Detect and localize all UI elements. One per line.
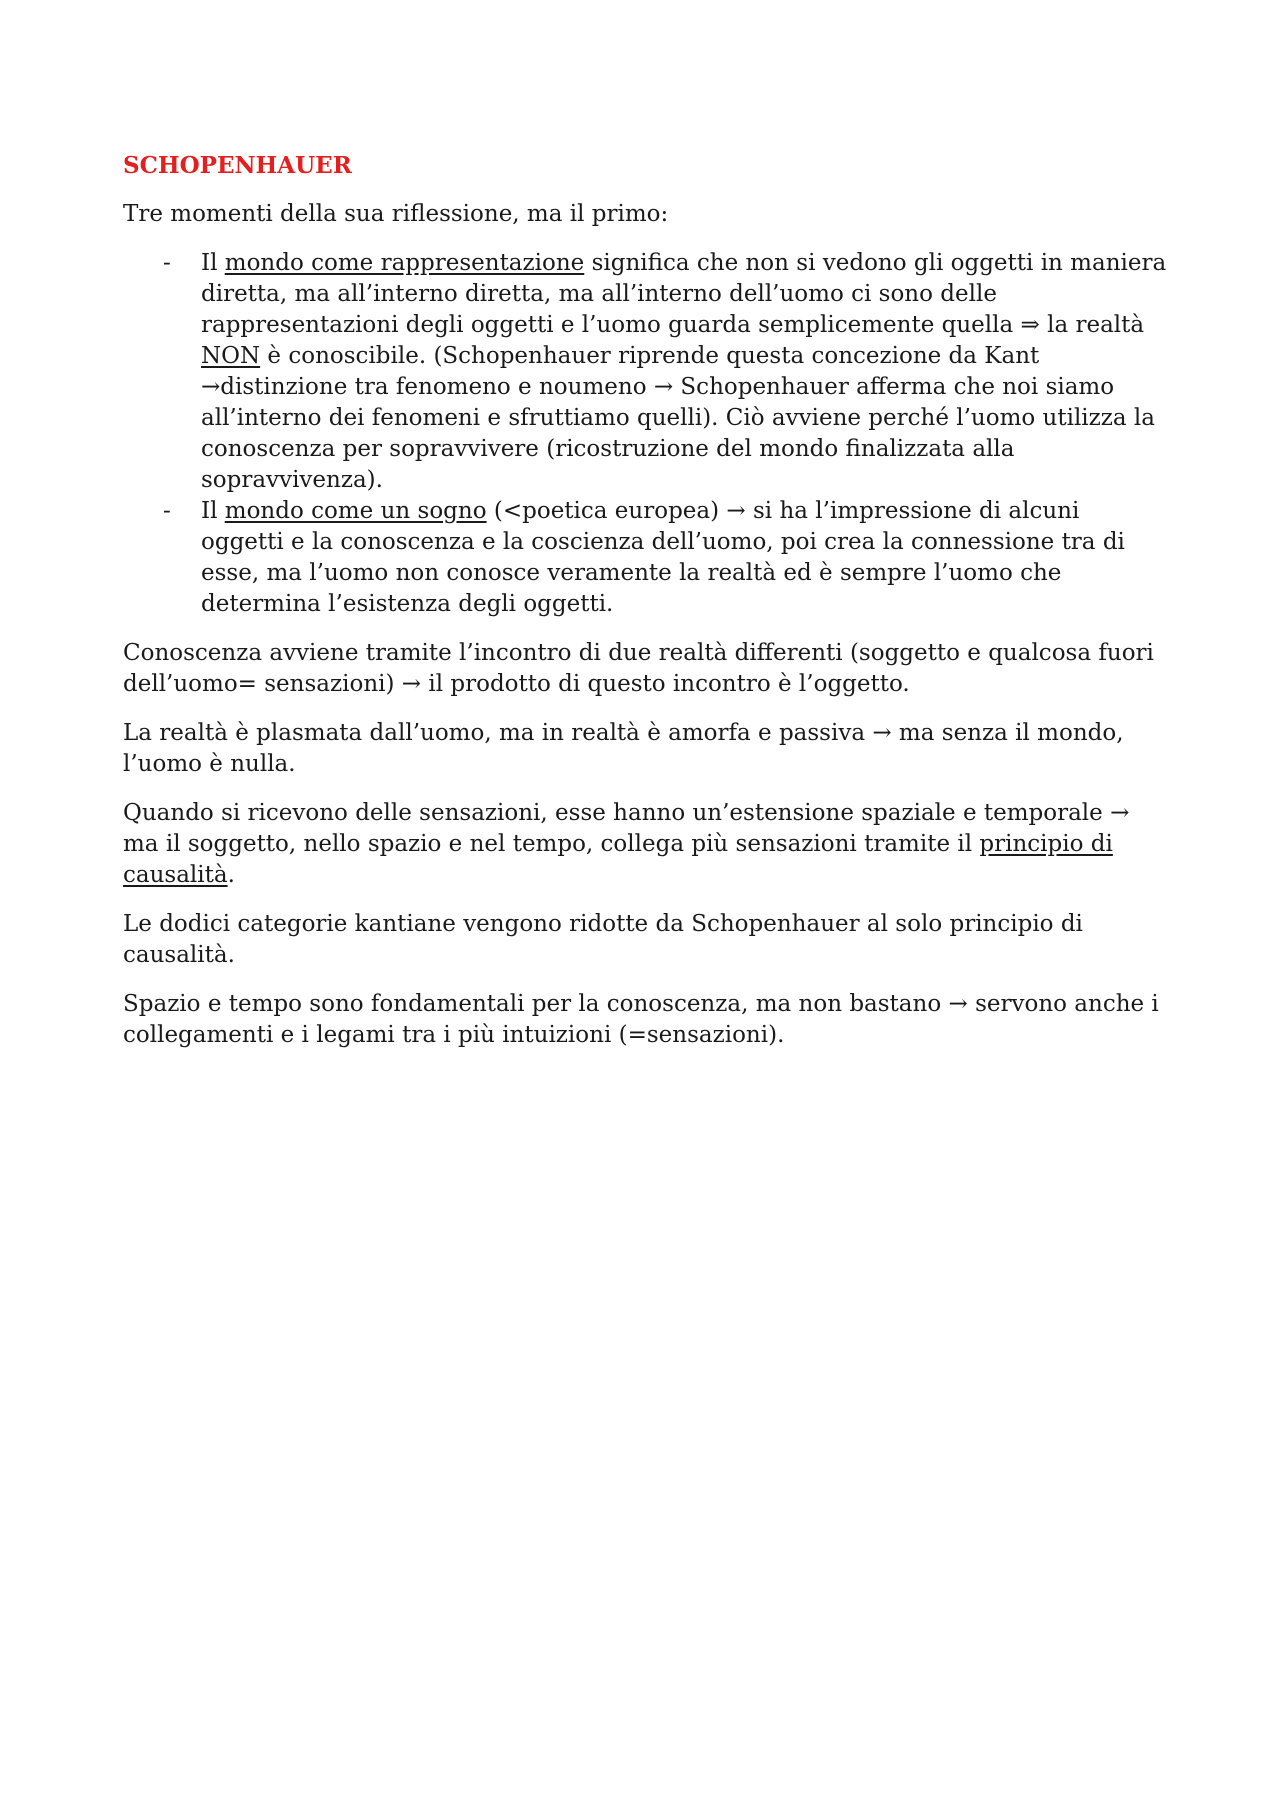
paragraph-spazio-tempo: Spazio e tempo sono fondamentali per la conoscenza, ma non bastano → servono anche i collegamenti e i legami tra i più intuizioni (=sensazioni). xyxy=(123,991,1159,1048)
term-principio-causalita: principio di causalità xyxy=(123,831,1113,888)
paragraph-realta: La realtà è plasmata dall’uomo, ma in realtà è amorfa e passiva → ma senza il mondo, l’uomo è nulla. xyxy=(123,720,1124,777)
paragraph-sensazioni xyxy=(123,798,1168,891)
dash-bullet: - xyxy=(163,250,171,276)
term-mondo-rappresentazione: mondo come rappresentazione xyxy=(224,250,585,276)
item-text: (<poetica europea) → si ha l’impressione di alcuni oggetti e la conoscenza e la coscienza dell’uomo, poi crea la connessione tra di esse, ma l’uomo non conosce veramente la realtà ed è sempre l’uomo che determina l’esistenza degli oggetti. xyxy=(201,498,1125,617)
paragraph-conoscenza: Conoscenza avviene tramite l’incontro di due realtà differenti (soggetto e qualcosa fuori dell’uomo= sensazioni) → il prodotto di questo incontro è l’oggetto. xyxy=(123,640,1154,697)
paragraph-categorie: Le dodici categorie kantiane vengono ridotte da Schopenhauer al solo principio di causalità. xyxy=(123,911,1083,968)
list-item xyxy=(123,248,1168,496)
document-page xyxy=(123,150,1168,1069)
paragraph-end: . xyxy=(227,862,235,888)
item-prefix: Il xyxy=(201,250,225,276)
list-item xyxy=(123,496,1168,620)
item-text-continued: è conoscibile. (Schopenhauer riprende questa concezione da Kant →distinzione tra fenomeno e noumeno → Schopenhauer afferma che noi siamo all’interno dei fenomeni e sfruttiamo quelli). Ciò avviene perché l’uomo utilizza la conoscenza per sopravvivere (ricostruzione del mondo finalizzata alla sopravvivenza). xyxy=(201,343,1155,493)
paragraph-text: Quando si ricevono delle sensazioni, esse hanno un’estensione spaziale e temporale → ma il soggetto, nello spazio e nel tempo, collega più sensazioni tramite il xyxy=(123,800,1130,857)
intro-paragraph: Tre momenti della sua riflessione, ma il primo: xyxy=(123,201,669,227)
item-prefix: Il xyxy=(201,498,225,524)
item-text: significa che non si vedono gli oggetti in maniera diretta, ma all’interno diretta, ma all’interno dell’uomo ci sono delle rappresentazioni degli oggetti e l’uomo guarda semplicemente quella ⇒ la realtà xyxy=(201,250,1167,338)
dash-bullet: - xyxy=(163,498,171,524)
term-mondo-sogno: mondo come un sogno xyxy=(224,498,487,524)
term-non: NON xyxy=(201,343,261,369)
document-title: SCHOPENHAUER xyxy=(123,152,352,179)
moments-list xyxy=(123,248,1168,620)
